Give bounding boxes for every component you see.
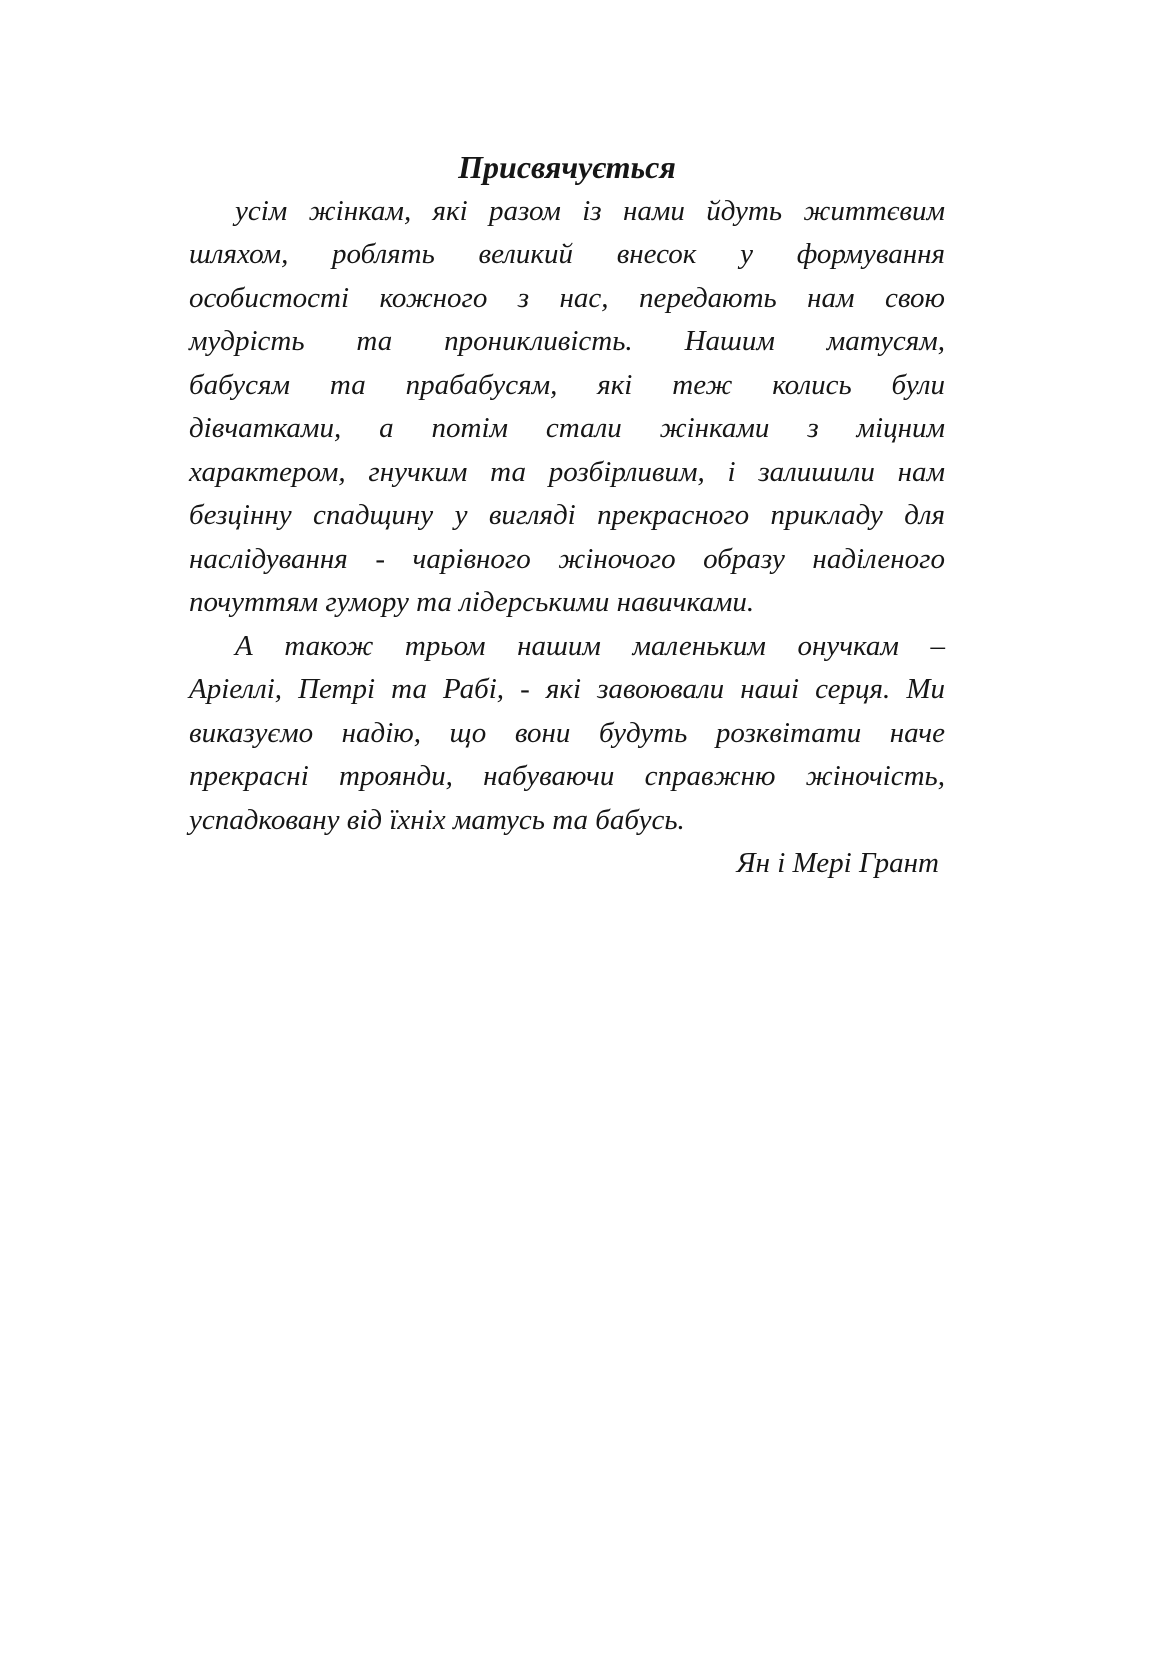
- text-line: безцінну спадщину у вигляді прекрасного прикладу для: [189, 499, 945, 531]
- text-line: виказуємо надію, що вони будуть розквітати наче: [189, 716, 945, 749]
- signature-line: Ян і Мері Грант: [736, 847, 939, 879]
- text-line: прекрасні троянди, набуваючи справжню жіночість,: [189, 760, 945, 792]
- text-line: особистості кожного з нас, передають нам свою: [189, 281, 945, 314]
- dedication-text-block: [189, 146, 945, 886]
- dedication-title: Присвячується: [458, 149, 676, 185]
- text-line: успадковану від їхніх матусь та бабусь.: [189, 803, 685, 836]
- text-line: А також трьом нашим маленьким онучкам –: [235, 629, 945, 662]
- dedication-paragraph-2: [189, 625, 945, 843]
- text-line: дівчатками, а потім стали жінками з міцним: [189, 412, 945, 444]
- text-line: бабусям та прабабусям, які теж колись були: [189, 368, 945, 401]
- text-line: Аріеллі, Петрі та Рабі, - які завоювали наші серця. Ми: [189, 673, 945, 705]
- text-line: почуттям гумору та лідерськими навичками.: [189, 586, 755, 618]
- text-line: мудрість та проникливість. Нашим матусям,: [189, 325, 945, 357]
- text-line: усім жінкам, які разом із нами йдуть життєвим: [235, 194, 945, 227]
- text-line: характером, гнучким та розбірливим, і залишили нам: [189, 455, 945, 488]
- dedication-paragraph-1: [189, 190, 945, 625]
- text-line: наслідування - чарівного жіночого образу наділеного: [189, 542, 945, 575]
- text-line: шляхом, роблять великий внесок у формування: [189, 238, 945, 270]
